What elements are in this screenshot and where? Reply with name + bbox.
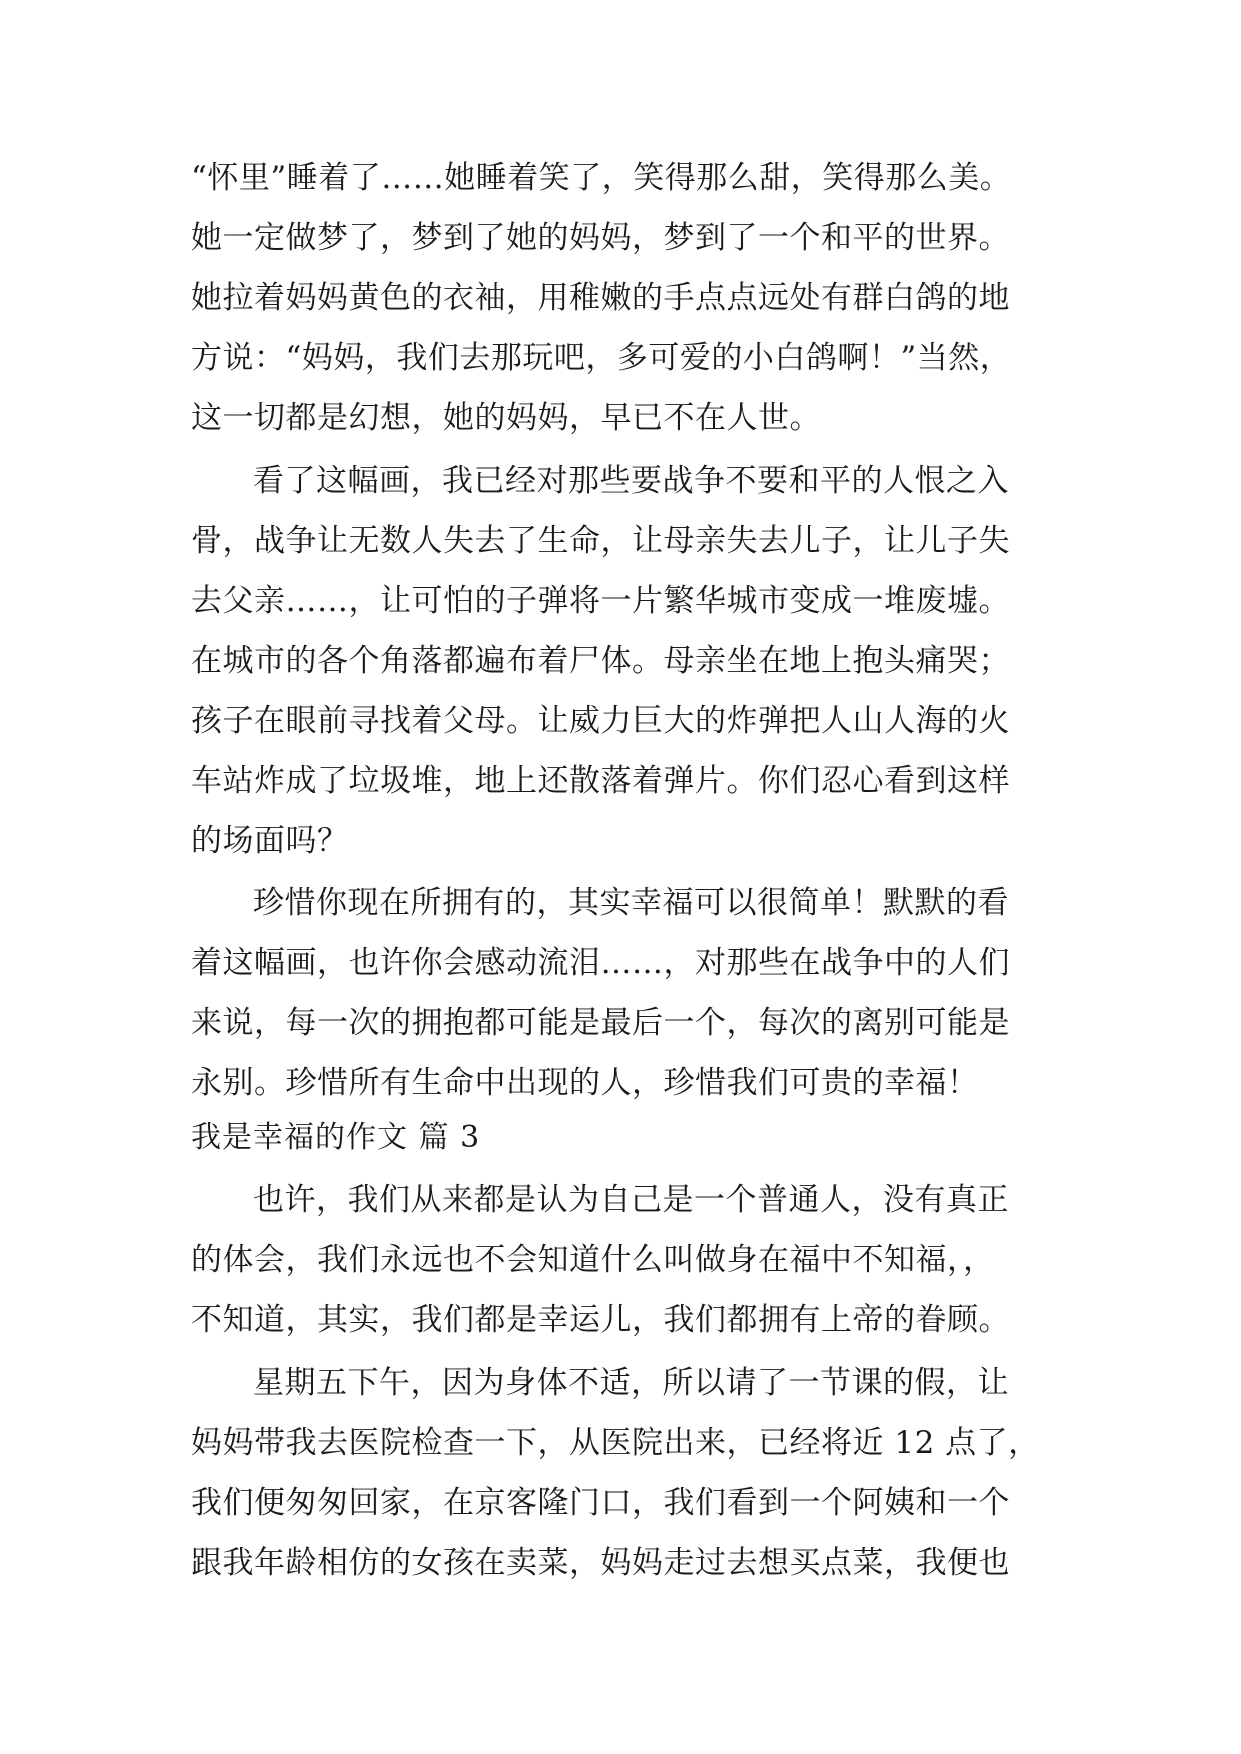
text-line: 在城市的各个角落都遍布着尸体。母亲坐在地上抱头痛哭； bbox=[191, 643, 1010, 679]
section-heading: 我是幸福的作文 篇 3 bbox=[191, 1120, 481, 1155]
text-line: 的场面吗？ bbox=[191, 823, 349, 859]
text-line: 骨，战争让无数人失去了生命，让母亲失去儿子，让儿子失 bbox=[191, 523, 1010, 559]
text-line: 永别。珍惜所有生命中出现的人，珍惜我们可贵的幸福！ bbox=[191, 1065, 979, 1101]
text-line: 妈妈带我去医院检查一下，从医院出来，已经将近 12 点了， bbox=[191, 1425, 1040, 1461]
text-line: 车站炸成了垃圾堆，地上还散落着弹片。你们忍心看到这样 bbox=[191, 763, 1010, 799]
text-line: 方说：“妈妈，我们去那玩吧，多可爱的小白鸽啊！”当然， bbox=[191, 340, 1012, 376]
text-line: “怀里”睡着了……她睡着笑了，笑得那么甜，笑得那么美。 bbox=[191, 160, 1012, 196]
text-line: 星期五下午，因为身体不适，所以请了一节课的假，让 bbox=[253, 1365, 1009, 1401]
text-line: 珍惜你现在所拥有的，其实幸福可以很简单！默默的看 bbox=[253, 885, 1009, 921]
text-line: 跟我年龄相仿的女孩在卖菜，妈妈走过去想买点菜，我便也 bbox=[191, 1545, 1010, 1581]
text-line: 看了这幅画，我已经对那些要战争不要和平的人恨之入 bbox=[253, 463, 1009, 499]
text-line: 这一切都是幻想，她的妈妈，早已不在人世。 bbox=[191, 400, 821, 436]
text-line: 不知道，其实，我们都是幸运儿，我们都拥有上帝的眷顾。 bbox=[191, 1302, 1010, 1338]
text-line: 孩子在眼前寻找着父母。让威力巨大的炸弹把人山人海的火 bbox=[191, 703, 1010, 739]
text-line: 她拉着妈妈黄色的衣袖，用稚嫩的手点点远处有群白鸽的地 bbox=[191, 280, 1010, 316]
text-line: 她一定做梦了，梦到了她的妈妈，梦到了一个和平的世界。 bbox=[191, 220, 1010, 256]
text-line: 也许，我们从来都是认为自己是一个普通人，没有真正 bbox=[253, 1182, 1009, 1218]
text-line: 来说，每一次的拥抱都可能是最后一个，每次的离别可能是 bbox=[191, 1005, 1010, 1041]
text-line: 我们便匆匆回家，在京客隆门口，我们看到一个阿姨和一个 bbox=[191, 1485, 1010, 1521]
text-line: 去父亲……，让可怕的子弹将一片繁华城市变成一堆废墟。 bbox=[191, 583, 1010, 619]
text-line: 的体会，我们永远也不会知道什么叫做身在福中不知福，， bbox=[191, 1242, 995, 1278]
text-line: 着这幅画，也许你会感动流泪……，对那些在战争中的人们 bbox=[191, 945, 1010, 981]
